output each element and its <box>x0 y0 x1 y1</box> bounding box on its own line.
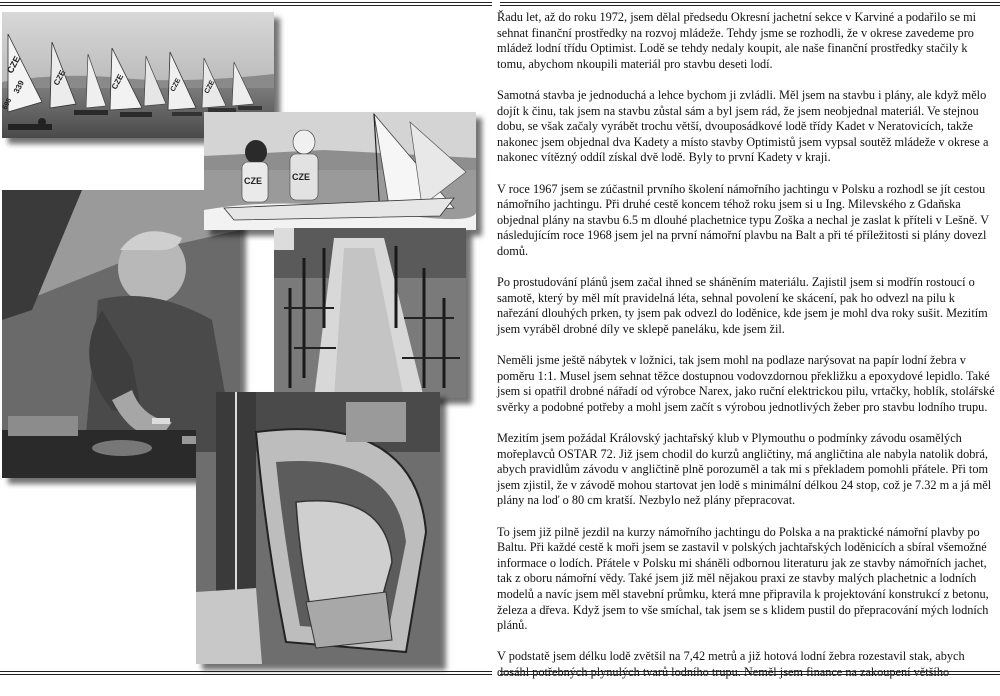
top-rule <box>500 5 1000 6</box>
article-paragraph: To jsem již pilně jezdil na kurzy námořního jachtingu do Polska a na praktické námořní plavby po Baltu. Při každé cestě k moři jsem se zastavil v polských jachtařských loděnicích a sbíral všemožné informace o lodích. Přátele v Polsku mi sháněli odbornou literaturu jak ze stavby námořních jachet, tak z oboru námořní vědy. Také jsem již měl nějakou praxi ze stavby malých plachetnic a lodních modelů a navíc jsem měl stavební průmku, která mne připravila k projektování konstrukcí z betonu, železa a dřeva. Když jsem to vše smíchal, tak jsem se s klidem pustil do přepracování mých lodních plánů. <box>497 524 989 633</box>
bottom-rule <box>500 674 1000 675</box>
bottom-rule <box>0 671 492 672</box>
article-paragraph: Samotná stavba je jednoduchá a lehce bychom ji zvládli. Měl jsem na stavbu i plány, ale když mělo dojít k činu, tak jsem na stavbu zůstal sám a byl jsem rád, že jsem neobjednal materiál. Ve stejnou dobu, se však začaly vyrábět trochu větší, dvouposádkové lodě třídy Kadet v Neratovicích, takže nakonec jsem objednal dva Kadety a místo stavby Optimistů jsem vypsal soutěž mládeže v okrese a nakonec vítězný oddíl získal dvě lodě. Byly to první Kadety v kraji. <box>497 87 989 165</box>
sail-number: 339 <box>11 78 27 95</box>
article-paragraph: V roce 1967 jsem se zúčastnil prvního školení námořního jachtingu v Polsku a rozhodl se jít cestou námořního jachtingu. Při druhé cestě koncem téhož roku jsem si u Ing. Milevského z Gdaňska objednal plány na stavbu 6.5 m dlouhé plachetnice typu Zoška a nechal je zaslat k příteli v Lešně. V následujícím roce 1968 jsem jel na první námořní plavbu na Balt a při té příležitosti si plány dovezl domů. <box>497 181 989 258</box>
article-paragraph: Řadu let, až do roku 1972, jsem dělal předsedu Okresní jachetní sekce v Karviné a podařilo se mi sehnat finanční prostředky na rozvoj mládeže. Tehdy jsme se rozhodli, že v okrese zavedeme pro mládež lodní třídu Optimist. Lodě se tehdy nedaly koupit, ale naše finanční prostředky stačily k tomu, abychom nkoupili materiál pro stavbu deseti lodí. <box>497 10 977 71</box>
bottom-rule <box>0 674 492 675</box>
sail-mark: CZE <box>169 77 183 93</box>
life-vest-mark: CZE <box>244 176 262 186</box>
article-paragraph: Mezitím jsem požádal Královský jachtařský klub v Plymouthu o podmínky závodu osamělých mořeplavců OSTAR 72. Již jsem chodil do kurzů angličtiny, má angličtina ale nabyla natolik dobrá, abych pravidlům závodu v angličtině plně porozuměl a tak mi s překladem pomohli přátele. Při tom jsem zjistil, že v závodě mohou startovat jen lodě s minimální délkou 24 stop, což je 7.32 m a já měl plány na loď o 80 cm kratší. Nezbylo než plány přepracovat. <box>497 431 992 508</box>
photo-keel-construction <box>274 228 466 398</box>
sail-mark: CZE <box>203 79 217 95</box>
article-paragraph: V podstatě jsem délku lodě zvětšil na 7,42 metrů a již hotová lodní žebra rozestavil stak, abych dosáhl potřebných plynulých tvarů lodního trupu. Neměl jsem finance na zakoupení většího <box>497 649 965 679</box>
bottom-rule <box>500 671 1000 672</box>
article-paragraph: Po prostudování plánů jsem začal ihned se sháněním materiálu. Zajistil jsem si modřín rostoucí o samotě, který by měl mít pravidelná léta, sehnal povolení ke skácení, pak ho odvezl na pilu k nařezání dlouhých prken, ty jsem pak odvezl do loděnice, kde jsem je mohl dva roky sušit. Mezitím jsem vyráběl drobné díly ve sklepě paneláku, kde jsem žil. <box>497 275 988 336</box>
photo-hull-frames <box>196 392 440 664</box>
life-vest-mark: CZE <box>292 172 310 182</box>
article-text <box>497 10 995 696</box>
sail-mark: CZE <box>109 72 126 91</box>
top-rule <box>500 2 1000 3</box>
article-paragraph: Neměli jsme ještě nábytek v ložnici, tak jsem mohl na podlaze narýsovat na papír lodní žebra v poměru 1:1. Musel jsem sehnat těžce dostupnou vodovzdornou překližku a epoxydové lepidlo. Také jsem si opatřil drobné nářadí od výrobce Narex, jako ruční elektrickou pilu, vrtačky, hoblík, stolářské svěrky a podobné potřeby a mohl jsem začít s výrobou jednotlivých žeber pro stavbu lodního trupu. <box>497 353 995 414</box>
photo-cadet-sailing <box>204 112 476 230</box>
top-rule <box>0 5 492 6</box>
top-rule <box>0 2 492 3</box>
sail-mark: CZE <box>4 54 23 75</box>
sail-number: 698 <box>2 97 14 111</box>
sail-mark: CZE <box>51 68 68 87</box>
